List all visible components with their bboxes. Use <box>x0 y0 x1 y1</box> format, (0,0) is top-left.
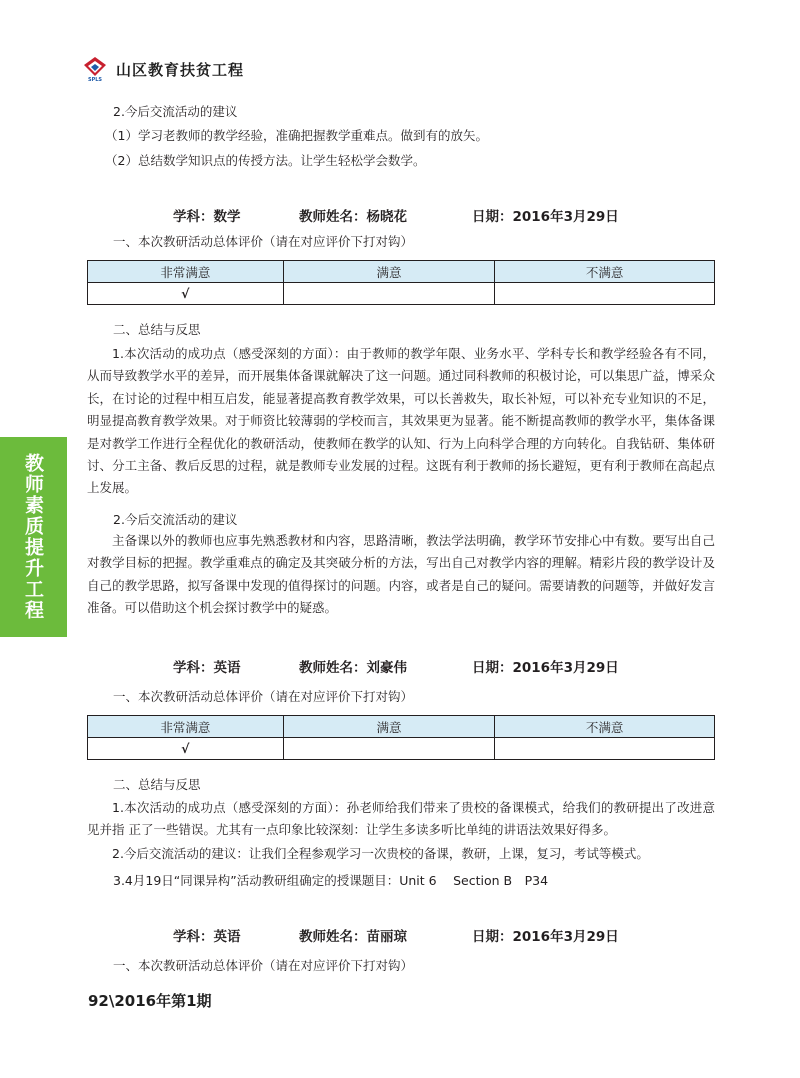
record1-eval-title: 一、本次教研活动总体评价（请在对应评价下打对钩） <box>113 234 414 249</box>
empty-cell <box>495 283 715 305</box>
record1-subject: 学科：数学 <box>173 209 241 225</box>
record1-date: 日期：2016年3月29日 <box>472 209 619 225</box>
record3-meta <box>0 925 800 945</box>
header-very-satisfied: 非常满意 <box>88 261 284 283</box>
record2-paragraph-1: 1.本次活动的成功点（感受深刻的方面）：孙老师给我们带来了贵校的备课模式，给我们的教研提出了改进意见并指 正了一些错误。尤其有一点印象比较深刻：让学生多读多听比单纯的讲语法效果好得多。 <box>87 800 715 838</box>
record2-date: 日期：2016年3月29日 <box>472 660 619 676</box>
side-tab-label: 教师素质提升工程 <box>22 453 44 621</box>
header-satisfied: 满意 <box>283 261 495 283</box>
header-title: 山区教育扶贫工程 <box>116 60 245 79</box>
record1-paragraph-3: 主备课以外的教师也应事先熟悉教材和内容，思路清晰，教法学法明确，教学环节安排心中有数。要写出自己对教学目标的把握。教学重难点的确定及其突破分析的方法，写出自己对教学内容的理解。精彩片段的教学设计及自己的教学思路，拟写备课中发现的值得探讨的问题。内容，或者是自己的疑问。需要请教的问题等，并做好发言准备。可以借助这个机会探讨教学中的疑惑。 <box>87 533 715 616</box>
table-row <box>88 283 715 305</box>
section1-item-2: （2）总结数学知识点的传授方法。让学生轻松学会数学。 <box>105 153 426 168</box>
page-number: 92\2016年第1期 <box>88 992 212 1010</box>
record1-paragraph-1: 1.本次活动的成功点（感受深刻的方面）：由于教师的教学年限、业务水平、学科专长和教学经验各有不同，从而导致教学水平的差异，而开展集体备课就解决了这一问题。通过同科教师的积极讨论，可以集思广益，博采众长，在讨论的过程中相互启发，能显著提高教育教学效果，可以长善救失，取长补短，可以补充专业知识的不足，明显提高教育教学效果。对于师资比较薄弱的学校而言，其效果更为显著。能不断提高教师的教学水平，集体备课是对教学工作进行全程优化的教研活动，使教师在教学的认知、行为上向科学合理的方向转化。自我钻研、集体研讨、分工主备、教后反思的过程，就是教师专业发展的过程。这既有利于教师的扬长避短，更有利于教师在高起点上发展。 <box>87 346 715 496</box>
record2-teacher: 教师姓名：刘豪伟 <box>299 660 407 676</box>
empty-cell <box>283 283 495 305</box>
page-header <box>82 54 244 84</box>
record3-teacher: 教师姓名：苗丽琼 <box>299 929 407 945</box>
record1-teacher: 教师姓名：杨晓花 <box>299 209 407 225</box>
record2-subject: 学科：英语 <box>173 660 241 676</box>
table-row <box>88 738 715 760</box>
record3-date: 日期：2016年3月29日 <box>472 929 619 945</box>
record2-paragraph-2: 2.今后交流活动的建议：让我们全程参观学习一次贵校的备课，教研，上课，复习，考试等模式。 <box>112 846 649 861</box>
record2-eval-table <box>87 715 715 760</box>
checkmark-cell: √ <box>88 283 284 305</box>
record2-paragraph-3: 3.4月19日“同课异构”活动教研组确定的授课题目：Unit 6 Section B P34 <box>113 873 549 888</box>
header-unsatisfied: 不满意 <box>495 716 715 738</box>
record2-meta <box>0 656 800 676</box>
svg-text:SPLS: SPLS <box>87 77 103 82</box>
empty-cell <box>495 738 715 760</box>
record3-subject: 学科：英语 <box>173 929 241 945</box>
record3-eval-title: 一、本次教研活动总体评价（请在对应评价下打对钩） <box>113 958 414 973</box>
empty-cell <box>283 738 495 760</box>
section1-heading: 2.今后交流活动的建议 <box>113 104 238 119</box>
table-header-row <box>88 261 715 283</box>
table-header-row <box>88 716 715 738</box>
record1-summary-title: 二、总结与反思 <box>113 322 201 337</box>
checkmark-cell: √ <box>88 738 284 760</box>
section1-item-1: （1）学习老教师的教学经验，准确把握教学重难点。做到有的放矢。 <box>105 128 488 143</box>
header-unsatisfied: 不满意 <box>495 261 715 283</box>
header-satisfied: 满意 <box>283 716 495 738</box>
record1-eval-table <box>87 260 715 305</box>
record1-meta <box>0 205 800 225</box>
record2-eval-title: 一、本次教研活动总体评价（请在对应评价下打对钩） <box>113 689 414 704</box>
header-very-satisfied: 非常满意 <box>88 716 284 738</box>
logo-icon <box>82 56 108 82</box>
record1-paragraph-2: 2.今后交流活动的建议 <box>113 512 238 527</box>
side-tab <box>0 437 67 637</box>
record2-summary-title: 二、总结与反思 <box>113 777 201 792</box>
